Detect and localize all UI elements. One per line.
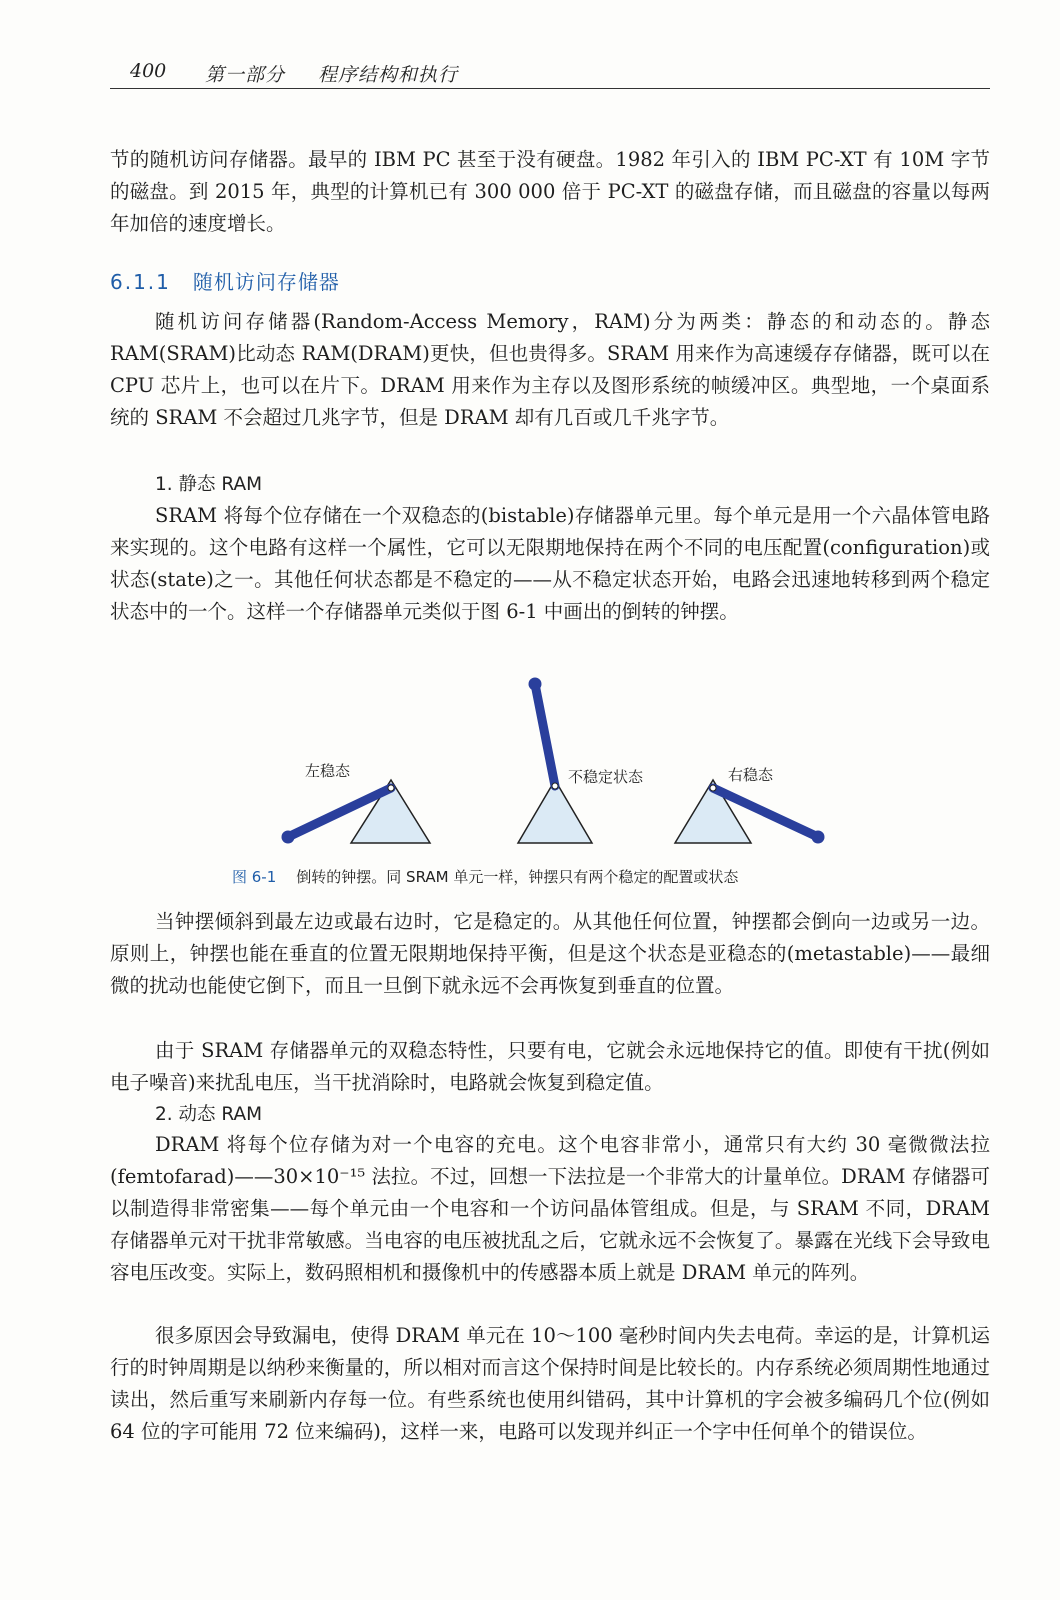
left-pivot: [388, 785, 394, 791]
paragraph-sram-bistable: 由于 SRAM 存储器单元的双稳态特性，只要有电，它就会永远地保持它的值。即使有干扰(例如电子噪音)来扰乱电压，当干扰消除时，电路就会恢复到稳定值。: [110, 1039, 990, 1094]
figure-caption-text: 倒转的钟摆。同 SRAM 单元一样，钟摆只有两个稳定的配置或状态: [296, 868, 739, 886]
middle-pendulum-bob: [529, 678, 542, 691]
figure-caption: [232, 866, 932, 887]
label-right-stable: 右稳态: [728, 766, 774, 784]
middle-pivot: [552, 783, 558, 789]
figure-inverted-pendulum: [250, 670, 850, 860]
paragraph-sram: SRAM 将每个位存储在一个双稳态的(bistable)存储器单元里。每个单元是用一个六晶体管电路来实现的。这个电路有这样一个属性，它可以无限期地保持在两个不同的电压配置(configuration)或状态(state)之一。其他任何状态都是不稳定的——从不稳定状态开始，电路会迅速地转移到两个稳定状态中的一个。这样一个存储器单元类似于图 6-1 中画出的倒转的钟摆。: [110, 504, 990, 623]
right-pivot: [710, 785, 716, 791]
figure-number: 图 6-1: [232, 868, 277, 886]
paragraph-pendulum: 当钟摆倾斜到最左边或最右边时，它是稳定的。从其他任何位置，钟摆都会倒向一边或另一边。原则上，钟摆也能在垂直的位置无限期地保持平衡，但是这个状态是亚稳态的(metastable)——最细微的扰动也能使它倒下，而且一旦倒下就永远不会再恢复到垂直的位置。: [110, 910, 990, 997]
subsection-heading-sram: 1. 静态 RAM: [155, 474, 263, 495]
paragraph-dram: DRAM 将每个位存储为对一个电容的充电。这个电容非常小，通常只有大约 30 毫微微法拉(femtofarad)——30×10⁻¹⁵ 法拉。不过，回想一下法拉是一个非常大的计量单位。DRAM 存储器可以制造得非常密集——每个单元由一个电容和一个访问晶体管组成。但是，与 SRAM 不同，DRAM 存储器单元对干扰非常敏感。当电容的电压被扰乱之后，它就永远不会恢复了。暴露在光线下会导致电容电压改变。实际上，数码照相机和摄像机中的传感器本质上就是 DRAM 单元的阵列。: [110, 1133, 990, 1284]
section-heading: [110, 266, 340, 295]
paragraph-dram-refresh: 很多原因会导致漏电，使得 DRAM 单元在 10～100 毫秒时间内失去电荷。幸运的是，计算机运行的时钟周期是以纳秒来衡量的，所以相对而言这个保持时间是比较长的。内存系统必须周期性地通过读出，然后重写来刷新内存每一位。有些系统也使用纠错码，其中计算机的字会被多编码几个位(例如 64 位的字可能用 72 位来编码)，这样一来，电路可以发现并纠正一个字中任何单个的错误位。: [110, 1324, 990, 1443]
left-pendulum-bob: [282, 831, 295, 844]
page-number: 400: [130, 60, 167, 82]
running-header: [110, 58, 990, 89]
part-title: 第一部分: [205, 64, 286, 86]
section-title: 随机访问存储器: [192, 270, 340, 294]
subsection-heading-dram: 2. 动态 RAM: [155, 1104, 263, 1125]
paragraph-intro: 节的随机访问存储器。最早的 IBM PC 甚至于没有硬盘。1982 年引入的 IBM PC-XT 有 10M 字节的磁盘。到 2015 年，典型的计算机已有 300 000 倍于 PC-XT 的磁盘存储，而且磁盘的容量以每两年加倍的速度增长。: [110, 148, 990, 235]
label-left-stable: 左稳态: [305, 762, 351, 780]
right-pendulum-bob: [812, 831, 825, 844]
middle-pendulum-rod: [535, 684, 555, 786]
section-number: 6.1.1: [110, 270, 171, 294]
chapter-title: 程序结构和执行: [318, 64, 459, 86]
paragraph-ram-types: 随机访问存储器(Random-Access Memory，RAM)分为两类：静态的和动态的。静态 RAM(SRAM)比动态 RAM(DRAM)更快，但也贵得多。SRAM 用来作为高速缓存存储器，既可以在 CPU 芯片上，也可以在片下。DRAM 用来作为主存以及图形系统的帧缓冲区。典型地，一个桌面系统的 SRAM 不会超过几兆字节，但是 DRAM 却有几百或几千兆字节。: [110, 310, 990, 429]
label-unstable: 不稳定状态: [568, 768, 644, 786]
